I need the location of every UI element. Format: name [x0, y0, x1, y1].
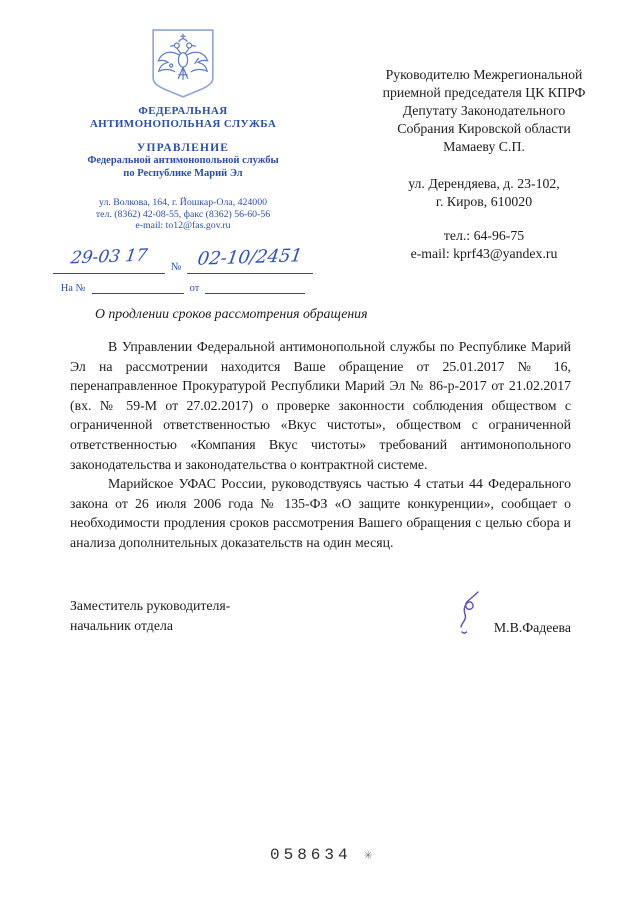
ref-na-label: На № [60, 282, 86, 294]
recipient-title-line1: Руководителю Межрегиональной [385, 67, 583, 82]
org-name-line1: ФЕДЕРАЛЬНАЯ [138, 105, 228, 117]
handwritten-number: 02-10/2451 [196, 244, 304, 270]
department-line1: УПРАВЛЕНИЕ [136, 142, 230, 154]
recipient-phone: тел.: 64-96-75 [443, 228, 525, 243]
recipient-title-line2: приемной председателя ЦК КПРФ [382, 85, 586, 100]
recipient-city: г. Киров, 610020 [435, 194, 533, 209]
ref-ot-label: от [189, 282, 200, 294]
body-text [70, 337, 571, 553]
stamp-asterisk-icon: ✳ [363, 848, 373, 862]
date-field [53, 247, 165, 274]
handwritten-signature-icon [457, 590, 483, 642]
reference-number-row [52, 281, 314, 294]
sender-contact-block [52, 197, 314, 232]
recipient-name: Мамаеву С.П. [443, 139, 525, 154]
number-sign-label: № [170, 260, 182, 273]
sender-email: e-mail: to12@fas.gov.ru [135, 220, 231, 231]
sender-phone-fax: тел. (8362) 42-08-55, факс (8362) 56-60-56 [95, 208, 271, 220]
signer-name: М.В.Фадеева [493, 620, 571, 635]
signature-block [70, 596, 571, 635]
footer-stamp [270, 846, 373, 864]
sender-address: ул. Волкова, 164, г. Йошкар-Ола, 424000 [99, 197, 267, 208]
department-name [52, 142, 314, 180]
department-line3: по Республике Марий Эл [123, 167, 243, 179]
recipient-street: ул. Дерендяева, д. 23-102, [408, 176, 560, 191]
subject-line: О продлении сроков рассмотрения обращения [95, 306, 368, 321]
coat-of-arms-eagle-icon [149, 28, 217, 100]
department-line2: Федеральной антимонопольной службы [87, 155, 279, 166]
number-field [187, 244, 313, 274]
org-name-line2: АНТИМОНОПОЛЬНАЯ СЛУЖБА [89, 118, 277, 130]
recipient-title-line3: Депутату Законодательного [402, 103, 566, 118]
ref-date-blank [205, 281, 305, 294]
org-name [52, 105, 314, 131]
signer-position-line2: начальник отдела [70, 617, 173, 633]
ref-number-blank [92, 281, 184, 294]
signer-position-line1: Заместитель руководителя- [70, 598, 231, 613]
stamp-number: 058634 [270, 846, 352, 864]
recipient-email: e-mail: kprf43@yandex.ru [410, 246, 558, 261]
letterhead [52, 28, 314, 294]
recipient-title-line4: Собрания Кировской области [397, 121, 571, 136]
body-paragraph-2: Марийское УФАС России, руководствуясь частью 4 статьи 44 Федерального закона от 26 июля 2006 года № 135-ФЗ «О защите конкуренции», сообщает о необходимости продления сроков рассмотрения Вашего обращения с целью сбора и анализа дополнительных доказательств на один месяц. [70, 476, 571, 550]
recipient-block [338, 66, 630, 263]
outgoing-number-row [52, 240, 314, 274]
handwritten-date: 29-03 17 [69, 245, 149, 268]
body-paragraph-1: В Управлении Федеральной антимонопольной службы по Республике Марий Эл на рассмотрении находится Ваше обращение от 25.01.2017 № 16, перенаправленное Прокуратурой Республики Марий Эл № 86-р-2017 от 21.02.2017 (вх. № 59-М от 27.02.2017) о проверке законности соблюдения обществом с ограниченной ответственностью «Вкус чистоты», обществом с ограниченной ответственностью «Компания Вкус чистоты» требований антимонопольного законодательства и законодательства о контрактной системе. [70, 339, 571, 472]
